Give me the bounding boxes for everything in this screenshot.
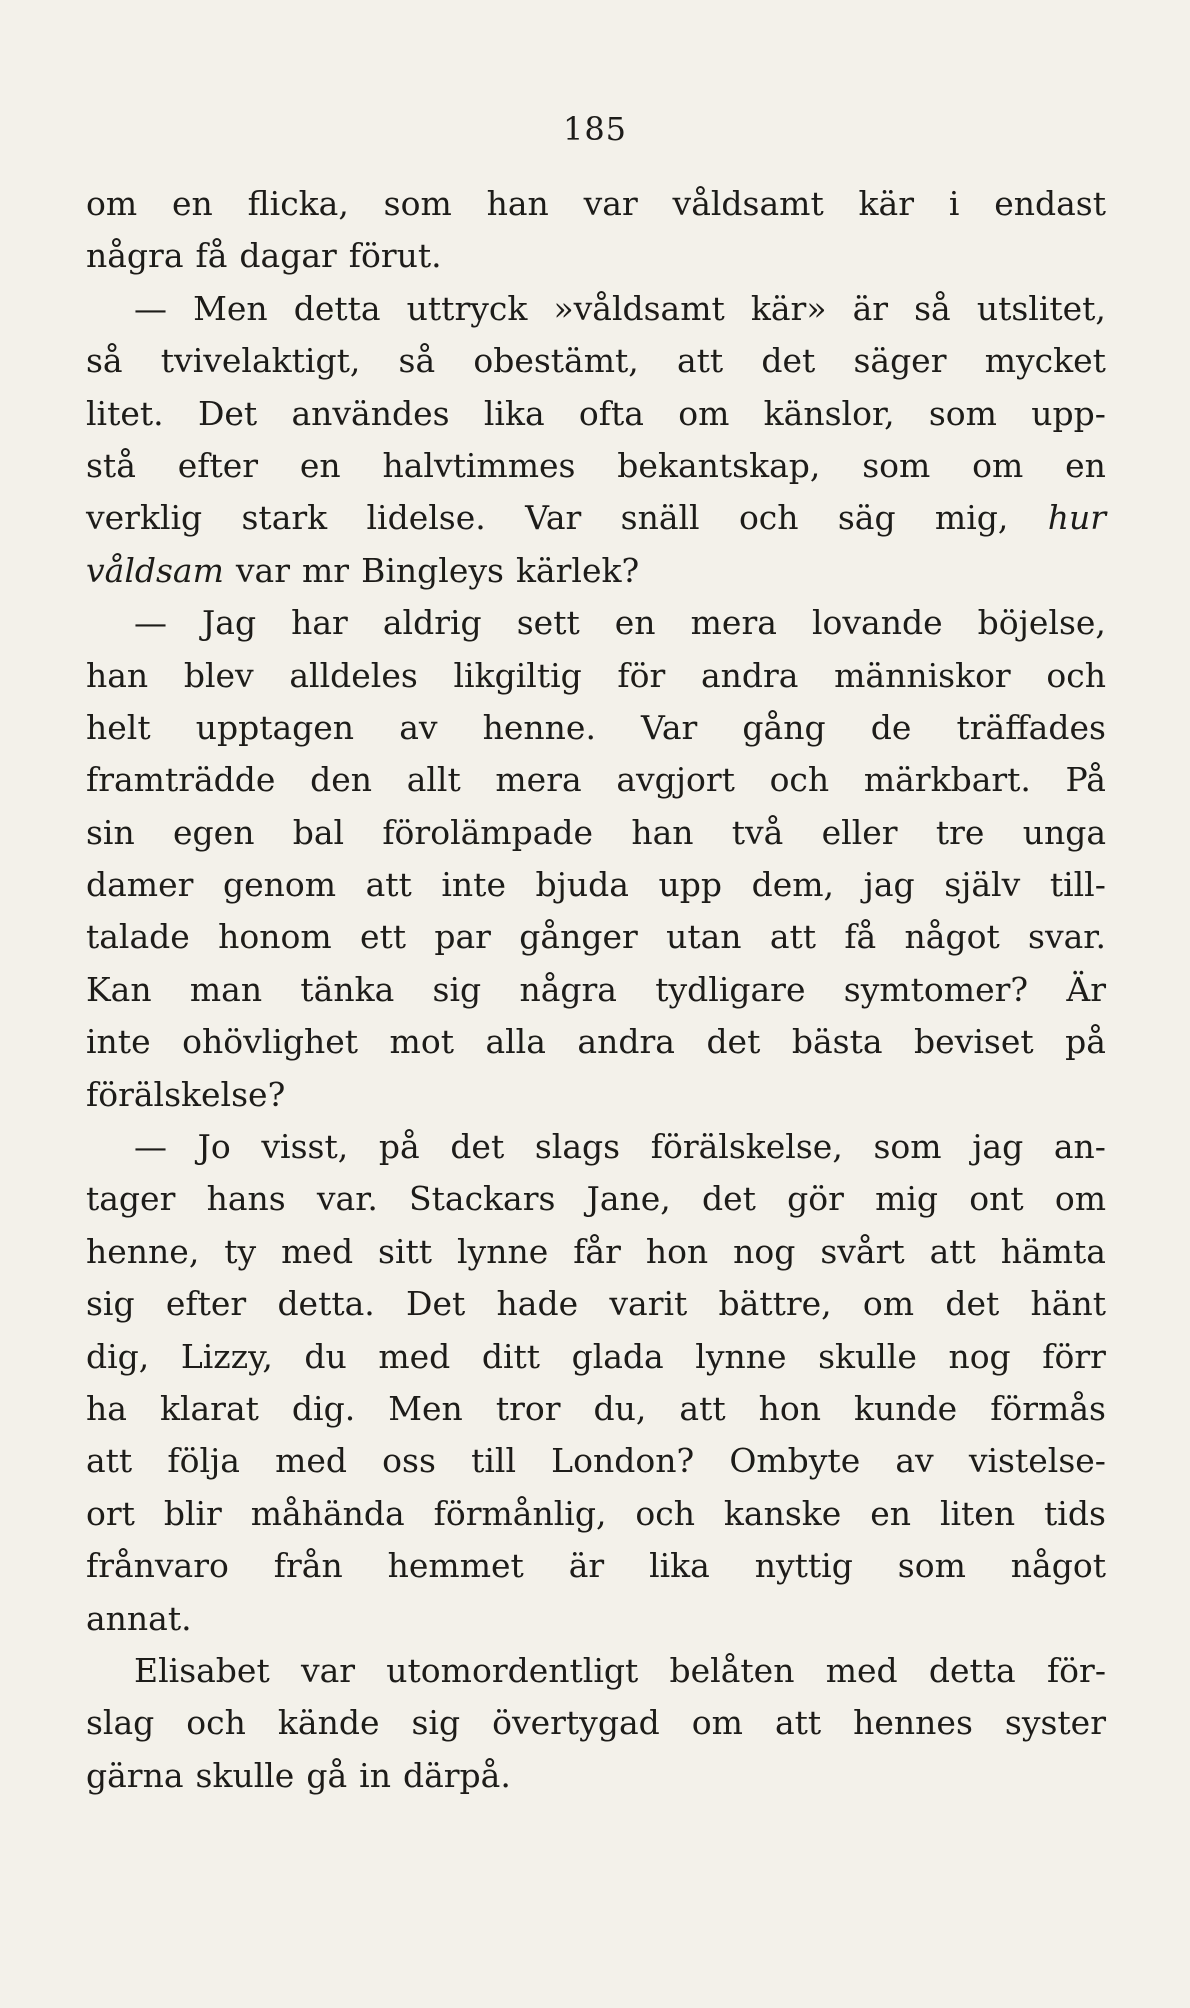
text-line <box>86 1226 1106 1278</box>
word: kände <box>277 1703 380 1743</box>
word: Det <box>197 393 258 433</box>
word: utan <box>666 917 742 957</box>
word: skulle <box>195 1755 295 1795</box>
text-line <box>86 964 1106 1016</box>
word: Bingleys <box>361 550 504 590</box>
word: att <box>679 1388 726 1428</box>
word: frånvaro <box>86 1546 229 1586</box>
word: bättre, <box>718 1284 832 1324</box>
word: — <box>134 603 167 643</box>
word: efter <box>177 445 259 485</box>
word: har <box>291 603 348 643</box>
word: andra <box>700 655 799 695</box>
word: verklig <box>86 498 203 538</box>
word: dem, <box>751 865 835 905</box>
word: förmås <box>990 1388 1106 1428</box>
word: Stackars <box>409 1179 556 1219</box>
word: därpå. <box>402 1755 511 1795</box>
word: lovande <box>811 603 943 643</box>
text-line <box>86 650 1106 702</box>
word: märkbart. <box>863 760 1031 800</box>
word: en <box>172 184 213 223</box>
word: var. <box>316 1179 378 1219</box>
word: avgjort <box>616 760 735 800</box>
word: blev <box>183 655 254 695</box>
text-line <box>86 178 1106 230</box>
word: hade <box>496 1284 579 1324</box>
word: känslor, <box>763 393 895 433</box>
word: hämta <box>1000 1231 1106 1271</box>
word: lynne <box>695 1336 787 1376</box>
word: något <box>1010 1546 1106 1586</box>
word: våldsam <box>86 550 224 590</box>
body-text <box>86 178 1106 1802</box>
word: gång <box>742 707 826 747</box>
word: vistelse- <box>968 1441 1106 1481</box>
word: svårt <box>820 1231 905 1271</box>
word: bästa <box>791 1022 883 1062</box>
word: utomordentligt <box>386 1650 639 1690</box>
word: som <box>873 1127 942 1167</box>
word: klarat <box>159 1388 259 1428</box>
word: den <box>310 760 373 800</box>
word: Kan <box>86 969 152 1009</box>
word: Det <box>406 1284 466 1324</box>
text-line <box>86 1016 1106 1068</box>
word: om <box>862 1284 915 1324</box>
word: om <box>678 393 730 433</box>
word: efter <box>165 1284 247 1324</box>
word: detta <box>293 288 381 328</box>
word: mera <box>495 760 582 800</box>
word: honom <box>218 917 332 957</box>
word: likgiltig <box>453 655 582 695</box>
word: sin <box>86 812 135 852</box>
text-line <box>86 1121 1106 1173</box>
text-line <box>86 335 1106 387</box>
word: lika <box>649 1546 710 1586</box>
word: blir <box>163 1493 222 1533</box>
word: ofta <box>578 393 644 433</box>
word: bekantskap, <box>617 445 821 485</box>
word: säg <box>837 498 896 538</box>
word: liten <box>939 1493 1016 1533</box>
word: människor <box>834 655 1011 695</box>
word: inte <box>441 865 506 905</box>
word: upptagen <box>195 707 355 747</box>
word: unga <box>1022 812 1106 852</box>
word: och <box>186 1703 246 1743</box>
word: Lizzy, <box>180 1336 273 1376</box>
text-line <box>86 1750 1106 1802</box>
word: lynne <box>457 1231 549 1271</box>
word: dig. <box>291 1388 356 1428</box>
word: henne, <box>86 1231 200 1271</box>
word: och <box>635 1493 695 1533</box>
text-line <box>86 597 1106 649</box>
word: stå <box>86 445 136 485</box>
word: om <box>86 184 138 223</box>
word: eller <box>821 812 898 852</box>
text-line <box>86 1540 1106 1592</box>
word: hennes <box>853 1703 973 1743</box>
word: mycket <box>984 341 1106 381</box>
text-line <box>86 911 1106 963</box>
word: böjelse, <box>977 603 1106 643</box>
word: två <box>731 812 784 852</box>
word: ha <box>86 1388 127 1428</box>
word: något <box>904 917 1000 957</box>
word: — <box>134 1127 167 1167</box>
word: om <box>691 1703 743 1743</box>
word: så <box>914 288 951 328</box>
word: utslitet, <box>976 288 1106 328</box>
word: kärlek? <box>515 550 640 590</box>
word: av <box>399 707 438 747</box>
word: gånger <box>519 917 638 957</box>
word: obestämt, <box>473 341 639 381</box>
word: dagar <box>239 236 337 276</box>
text-line <box>86 545 1106 597</box>
word: hon <box>758 1388 821 1428</box>
word: var <box>300 1650 356 1690</box>
word: till <box>471 1441 517 1481</box>
word: förmånlig, <box>433 1493 607 1533</box>
word: genom <box>222 865 337 905</box>
word: mot <box>389 1022 454 1062</box>
word: detta <box>928 1650 1016 1690</box>
word: om <box>972 445 1024 485</box>
word: svar. <box>1028 917 1106 957</box>
word: par <box>434 917 491 957</box>
word: hemmet <box>387 1546 524 1586</box>
word: att <box>676 341 724 381</box>
word: London? <box>551 1441 695 1481</box>
word: som <box>897 1546 966 1586</box>
word: ett <box>360 917 407 957</box>
word: som <box>862 445 931 485</box>
word: snäll <box>620 498 700 538</box>
word: alldeles <box>289 655 418 695</box>
word: får <box>573 1231 621 1271</box>
word: var <box>583 184 638 223</box>
word: slags <box>534 1127 621 1167</box>
word: få <box>844 917 877 957</box>
text-line <box>86 702 1106 754</box>
word: det <box>761 341 816 381</box>
word: ditt <box>481 1336 541 1376</box>
word: sig <box>86 1284 135 1324</box>
text-line <box>86 1383 1106 1435</box>
word: på <box>378 1127 420 1167</box>
word: en <box>299 445 341 485</box>
word: i <box>948 184 960 223</box>
word: med <box>275 1441 348 1481</box>
word: tror <box>495 1388 561 1428</box>
word: visst, <box>261 1127 349 1167</box>
word: alla <box>485 1022 546 1062</box>
page-number: 185 <box>562 110 628 148</box>
word: lika <box>483 393 545 433</box>
word: att <box>365 865 412 905</box>
word: bal <box>292 812 345 852</box>
word: Elisabet <box>134 1650 270 1690</box>
word: av <box>895 1441 934 1481</box>
word: användes <box>291 393 450 433</box>
word: gärna <box>86 1755 184 1795</box>
word: du, <box>593 1388 647 1428</box>
word: övertygad <box>492 1703 660 1743</box>
word: kunde <box>854 1388 958 1428</box>
text-line <box>86 1593 1106 1645</box>
word: »våldsamt <box>553 288 725 328</box>
word: en <box>870 1493 912 1533</box>
word: tager <box>86 1179 176 1219</box>
word: sig <box>432 969 482 1009</box>
word: flicka, <box>247 184 349 223</box>
text-line <box>86 754 1106 806</box>
word: få <box>195 236 228 276</box>
word: förälskelse, <box>650 1127 843 1167</box>
text-line <box>86 1488 1106 1540</box>
text-line <box>86 1331 1106 1383</box>
word: ohövlighet <box>182 1022 359 1062</box>
word: och <box>1046 655 1106 695</box>
word: några <box>519 969 617 1009</box>
word: allt <box>406 760 461 800</box>
word: upp- <box>1031 393 1106 433</box>
text-line <box>86 859 1106 911</box>
word: är <box>568 1546 605 1586</box>
word: själv <box>944 865 1021 905</box>
word: kanske <box>723 1493 842 1533</box>
word: gå <box>306 1755 348 1795</box>
word: förälskelse? <box>86 1074 286 1114</box>
word: för- <box>1046 1650 1106 1690</box>
text-line <box>86 492 1106 544</box>
word: framträdde <box>86 760 276 800</box>
word: från <box>273 1546 343 1586</box>
word: litet. <box>86 393 164 433</box>
word: förolämpade <box>382 812 594 852</box>
word: han <box>631 812 694 852</box>
word: Men <box>193 288 268 328</box>
word: — <box>134 288 167 328</box>
word: andra <box>577 1022 675 1062</box>
word: halvtimmes <box>382 445 576 485</box>
word: tänka <box>300 969 395 1009</box>
word: Var <box>641 707 698 747</box>
word: Var <box>525 498 582 538</box>
word: förr <box>1042 1336 1106 1376</box>
word: endast <box>994 184 1106 223</box>
word: det <box>945 1284 1000 1324</box>
word: tvivelaktigt, <box>160 341 361 381</box>
word: tydligare <box>655 969 806 1009</box>
word: Jag <box>202 603 257 643</box>
word: säger <box>853 341 947 381</box>
word: några <box>86 236 184 276</box>
word: med <box>281 1231 354 1271</box>
word: stark <box>241 498 328 538</box>
word: mig, <box>934 498 1009 538</box>
word: in <box>359 1755 391 1795</box>
word: inte <box>86 1022 151 1062</box>
word: sett <box>516 603 580 643</box>
text-line <box>86 807 1106 859</box>
word: sig <box>411 1703 461 1743</box>
word: damer <box>86 865 194 905</box>
word: tre <box>935 812 985 852</box>
word: dig, <box>86 1336 150 1376</box>
text-line <box>86 283 1106 335</box>
word: det <box>706 1022 761 1062</box>
word: han <box>486 184 549 223</box>
word: Jo <box>197 1127 231 1167</box>
word: förut. <box>348 236 442 276</box>
word: lidelse. <box>366 498 486 538</box>
word: mera <box>690 603 777 643</box>
word: på <box>1065 1022 1106 1062</box>
word: och <box>769 760 830 800</box>
word: varit <box>609 1284 688 1324</box>
word: du <box>304 1336 347 1376</box>
word: an- <box>1053 1127 1106 1167</box>
word: kär» <box>750 288 827 328</box>
text-line <box>86 1435 1106 1487</box>
word: glada <box>571 1336 664 1376</box>
word: hänt <box>1030 1284 1106 1324</box>
word: uttryck <box>406 288 528 328</box>
word: beviset <box>914 1022 1034 1062</box>
word: skulle <box>818 1336 917 1376</box>
word: tids <box>1044 1493 1106 1533</box>
word: annat. <box>86 1598 192 1638</box>
word: symtomer? <box>843 969 1029 1009</box>
word: mr <box>302 550 350 590</box>
word: mig <box>875 1179 939 1219</box>
word: ort <box>86 1493 135 1533</box>
word: träffades <box>956 707 1106 747</box>
word: belåten <box>669 1650 795 1690</box>
word: det <box>450 1127 505 1167</box>
text-line <box>86 1278 1106 1330</box>
word: följa <box>167 1441 240 1481</box>
word: hur <box>1047 498 1106 538</box>
word: så <box>398 341 436 381</box>
word: ont <box>969 1179 1024 1219</box>
word: som <box>928 393 997 433</box>
text-line <box>86 388 1106 440</box>
word: är <box>852 288 889 328</box>
word: slag <box>86 1703 155 1743</box>
word: jag <box>863 865 915 905</box>
word: hans <box>206 1179 286 1219</box>
word: nog <box>733 1231 796 1271</box>
word: det <box>702 1179 756 1219</box>
word: att <box>86 1441 133 1481</box>
word: med <box>378 1336 451 1376</box>
word: talade <box>86 917 190 957</box>
word: till- <box>1049 865 1106 905</box>
word: var <box>235 550 290 590</box>
word: måhända <box>250 1493 405 1533</box>
word: som <box>383 184 452 223</box>
word: bjuda <box>535 865 629 905</box>
word: för <box>617 655 666 695</box>
word: och <box>738 498 799 538</box>
word: nyttig <box>754 1546 853 1586</box>
word: Men <box>388 1388 463 1428</box>
text-line <box>86 1697 1106 1749</box>
word: Är <box>1066 969 1106 1009</box>
word: nog <box>948 1336 1011 1376</box>
word: helt <box>86 707 151 747</box>
word: att <box>774 1703 822 1743</box>
word: Ombyte <box>729 1441 861 1481</box>
text-line <box>86 230 1106 282</box>
word: hon <box>645 1231 709 1271</box>
word: de <box>870 707 912 747</box>
word: en <box>614 603 656 643</box>
word: att <box>929 1231 976 1271</box>
word: ty <box>224 1231 257 1271</box>
text-line <box>86 440 1106 492</box>
word: Jane, <box>586 1179 671 1219</box>
word: gör <box>787 1179 844 1219</box>
word: detta. <box>277 1284 375 1324</box>
word: henne. <box>482 707 596 747</box>
word: sitt <box>378 1231 433 1271</box>
word: med <box>825 1650 898 1690</box>
text-line <box>86 1173 1106 1225</box>
word: om <box>1054 1179 1106 1219</box>
word: På <box>1065 760 1106 800</box>
word: jag <box>972 1127 1024 1167</box>
word: att <box>769 917 817 957</box>
word: man <box>189 969 263 1009</box>
word: syster <box>1004 1703 1106 1743</box>
text-line <box>86 1645 1106 1697</box>
word: våldsamt <box>672 184 824 223</box>
text-line <box>86 1069 1106 1121</box>
word: kär <box>858 184 914 223</box>
word: upp <box>658 865 723 905</box>
word: en <box>1065 445 1106 485</box>
word: oss <box>382 1441 436 1481</box>
word: han <box>86 655 149 695</box>
word: egen <box>173 812 255 852</box>
word: så <box>86 341 123 381</box>
word: aldrig <box>382 603 482 643</box>
